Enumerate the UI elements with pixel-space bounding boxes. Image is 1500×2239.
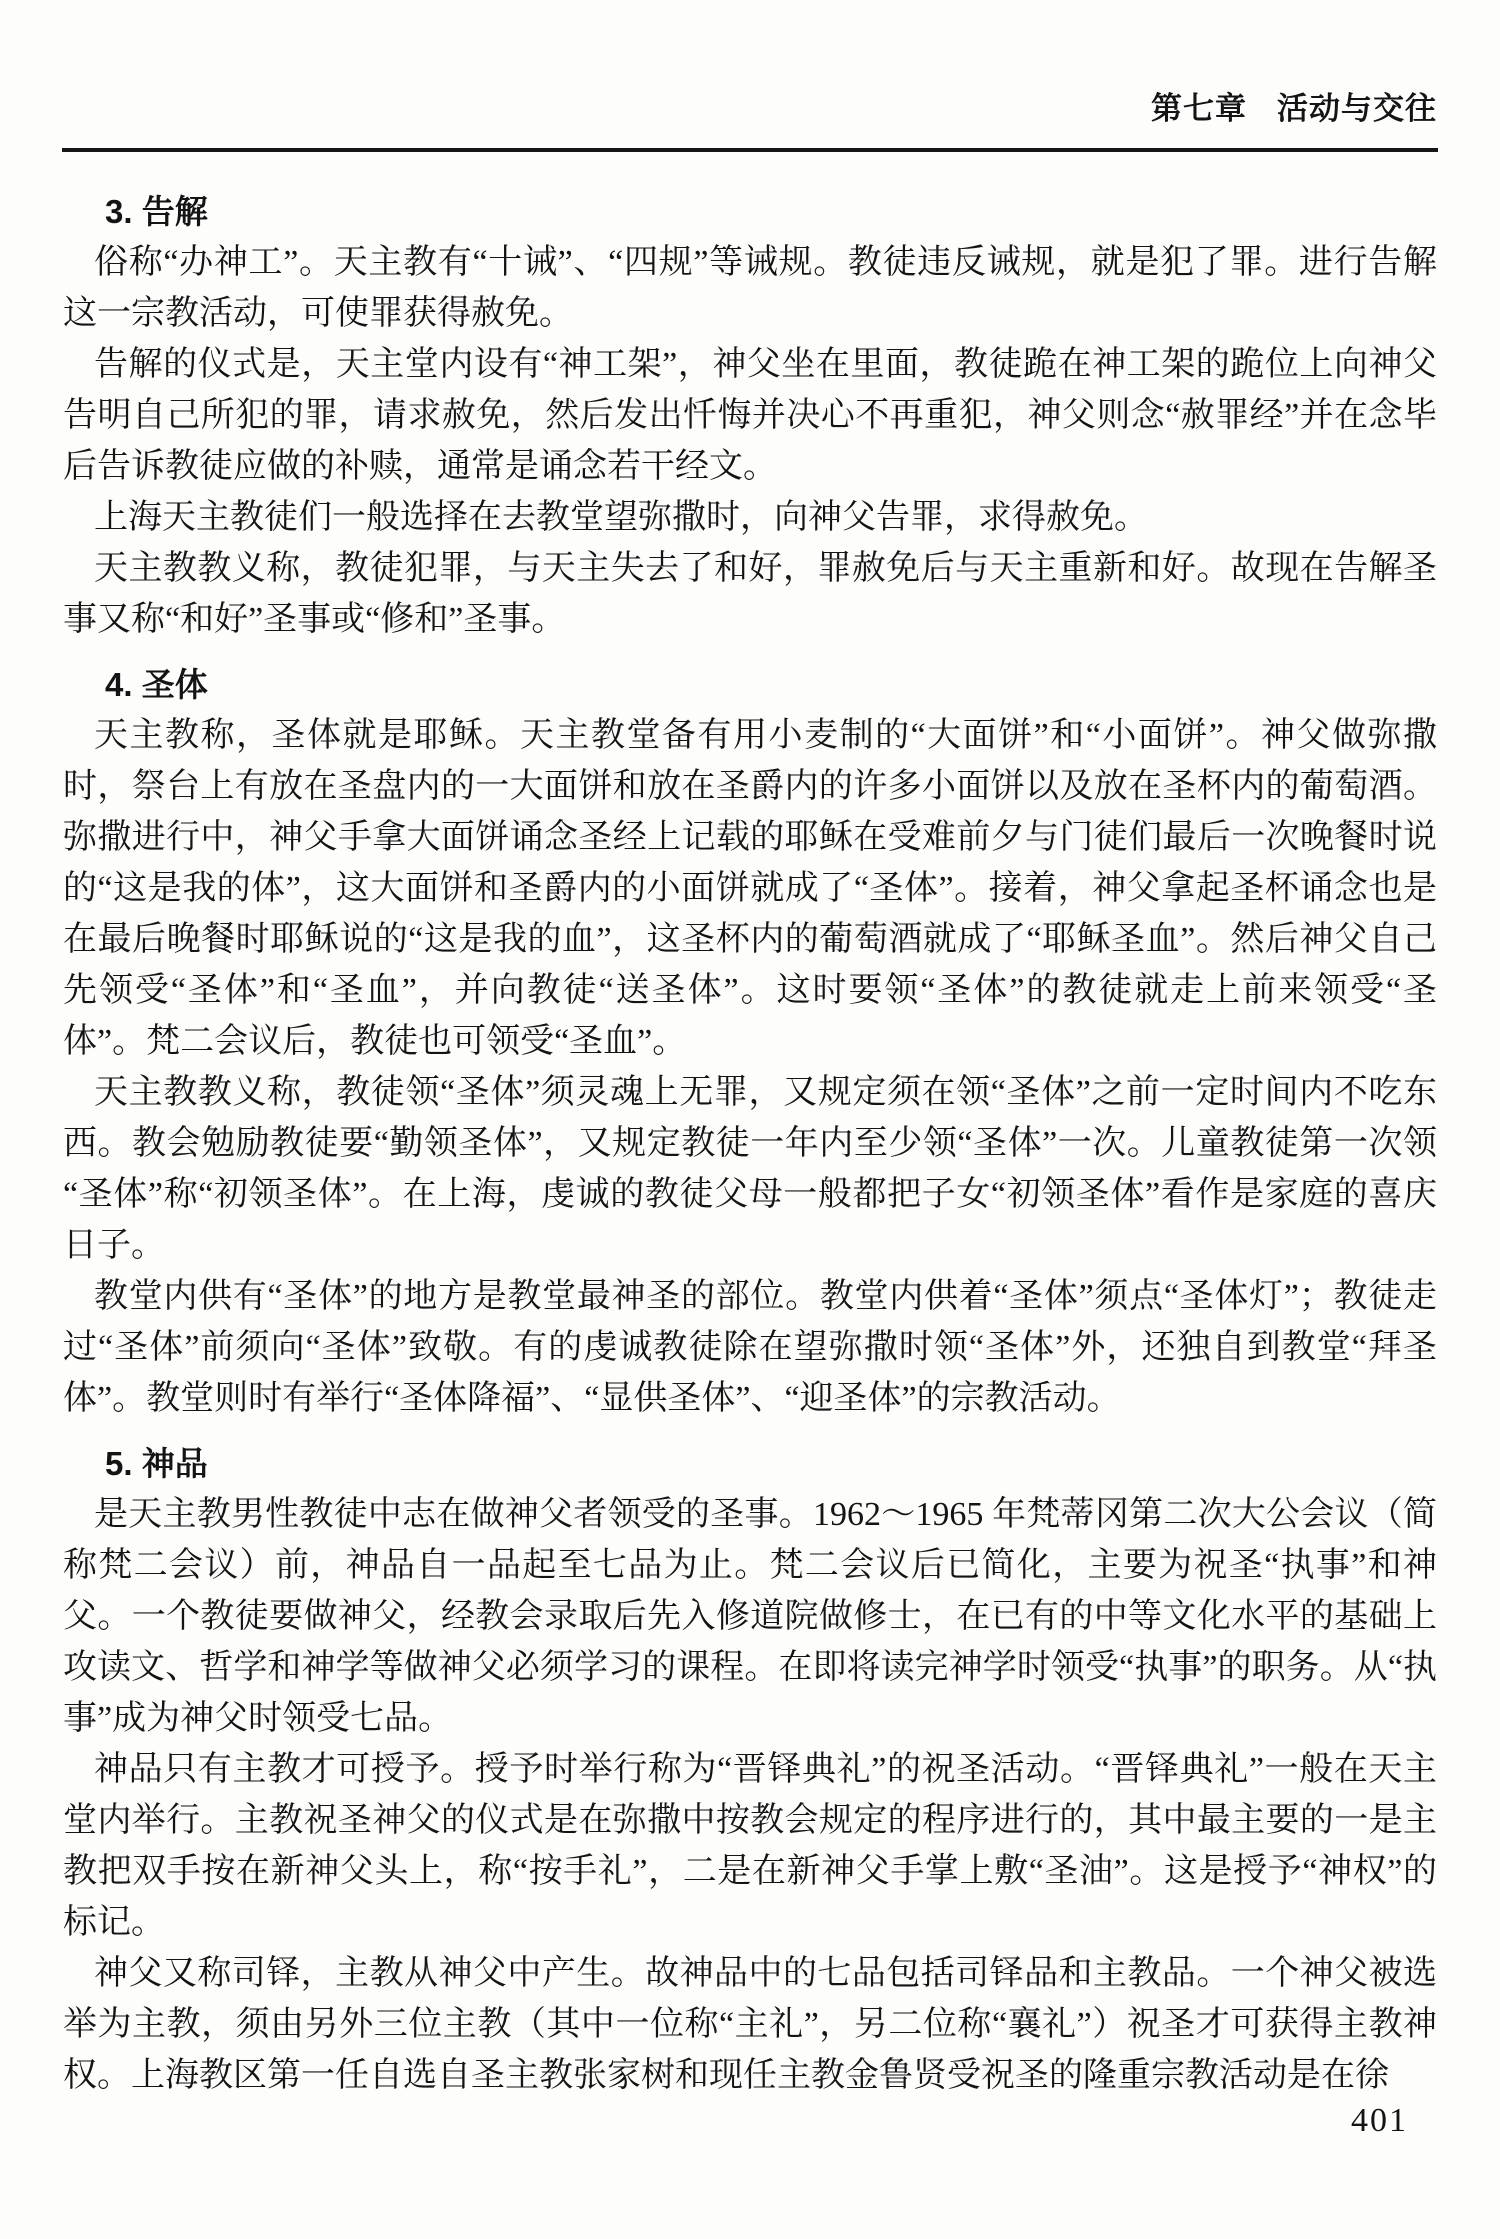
paragraph: 教堂内供有“圣体”的地方是教堂最神圣的部位。教堂内供着“圣体”须点“圣体灯”；教徒走过“圣体”前须向“圣体”致敬。有的虔诚教徒除在望弥撒时领“圣体”外，还独自到教堂“拜圣体”。教堂则时有举行“圣体降福”、“显供圣体”、“迎圣体”的宗教活动。 <box>63 1278 1437 1417</box>
page-body <box>63 172 1437 2101</box>
paragraph: 神父又称司铎，主教从神父中产生。故神品中的七品包括司铎品和主教品。一个神父被选举为主教，须由另外三位主教（其中一位称“主礼”，另二位称“襄礼”）祝圣才可获得主教神权。上海教区第一任自选自圣主教张家树和现任主教金鲁贤受祝圣的隆重宗教活动是在徐 <box>63 1955 1437 2094</box>
chapter-number: 第七章 <box>1151 91 1247 126</box>
chapter-title: 活动与交往 <box>1277 91 1437 126</box>
section-heading-confession: 3. 告解 <box>105 193 208 230</box>
paragraph: 天主教教义称，教徒领“圣体”须灵魂上无罪，又规定须在领“圣体”之前一定时间内不吃东西。教会勉励教徒要“勤领圣体”，又规定教徒一年内至少领“圣体”一次。儿童教徒第一次领“圣体”称“初领圣体”。在上海，虔诚的教徒父母一般都把子女“初领圣体”看作是家庭的喜庆日子。 <box>63 1074 1437 1264</box>
paragraph: 天主教称，圣体就是耶稣。天主教堂备有用小麦制的“大面饼”和“小面饼”。神父做弥撒时，祭台上有放在圣盘内的一大面饼和放在圣爵内的许多小面饼以及放在圣杯内的葡萄酒。弥撒进行中，神父手拿大面饼诵念圣经上记载的耶稣在受难前夕与门徒们最后一次晚餐时说的“这是我的体”，这大面饼和圣爵内的小面饼就成了“圣体”。接着，神父拿起圣杯诵念也是在最后晚餐时耶稣说的“这是我的血”，这圣杯内的葡萄酒就成了“耶稣圣血”。然后神父自己先领受“圣体”和“圣血”，并向教徒“送圣体”。这时要领“圣体”的教徒就走上前来领受“圣体”。梵二会议后，教徒也可领受“圣血”。 <box>63 717 1437 1060</box>
paragraph: 天主教教义称，教徒犯罪，与天主失去了和好，罪赦免后与天主重新和好。故现在告解圣事又称“和好”圣事或“修和”圣事。 <box>63 550 1437 638</box>
paragraph: 上海天主教徒们一般选择在去教堂望弥撒时，向神父告罪，求得赦免。 <box>94 499 1148 536</box>
page-number: 401 <box>1351 2102 1408 2139</box>
running-header <box>1151 90 1437 128</box>
paragraph: 是天主教男性教徒中志在做神父者领受的圣事。1962～1965 年梵蒂冈第二次大公会议（简称梵二会议）前，神品自一品起至七品为止。梵二会议后已简化，主要为祝圣“执事”和神父。一个教徒要做神父，经教会录取后先入修道院做修士，在已有的中等文化水平的基础上攻读文、哲学和神学等做神父必须学习的课程。在即将读完神学时领受“执事”的职务。从“执事”成为神父时领受七品。 <box>63 1496 1437 1737</box>
section-heading-eucharist: 4. 圣体 <box>105 666 208 703</box>
section-heading-holy-orders: 5. 神品 <box>105 1445 208 1482</box>
header-rule <box>62 148 1438 152</box>
paragraph: 俗称“办神工”。天主教有“十诫”、“四规”等诫规。教徒违反诫规，就是犯了罪。进行告解这一宗教活动，可使罪获得赦免。 <box>63 244 1437 332</box>
paragraph: 神品只有主教才可授予。授予时举行称为“晋铎典礼”的祝圣活动。“晋铎典礼”一般在天主堂内举行。主教祝圣神父的仪式是在弥撒中按教会规定的程序进行的，其中最主要的一是主教把双手按在新神父头上，称“按手礼”，二是在新神父手掌上敷“圣油”。这是授予“神权”的标记。 <box>63 1751 1437 1941</box>
paragraph: 告解的仪式是，天主堂内设有“神工架”，神父坐在里面，教徒跪在神工架的跪位上向神父告明自己所犯的罪，请求赦免，然后发出忏悔并决心不再重犯，神父则念“赦罪经”并在念毕后告诉教徒应做的补赎，通常是诵念若干经文。 <box>63 346 1437 485</box>
